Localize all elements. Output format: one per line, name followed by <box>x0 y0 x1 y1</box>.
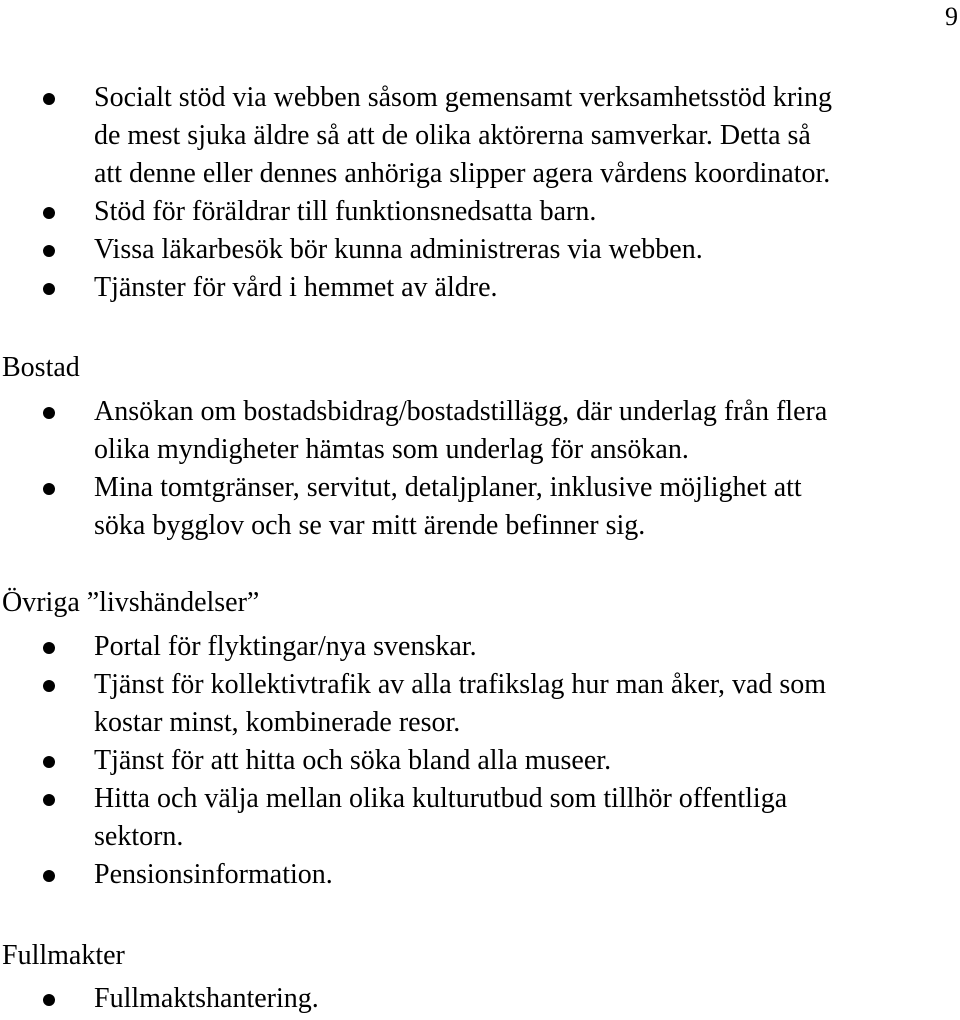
bullet-icon <box>43 407 55 419</box>
list-item: Stöd för föräldrar till funktionsnedsatta barn. <box>0 193 832 231</box>
bullet-icon <box>43 756 55 768</box>
bullet-icon <box>43 794 55 806</box>
list-item: Socialt stöd via webben såsom gemensamt verksamhetsstöd kring de mest sjuka äldre så att de olika aktörerna samverkar. Detta så att denne eller dennes anhöriga slipper agera vårdens koordinator. <box>0 79 832 193</box>
list-item: Ansökan om bostadsbidrag/bostadstillägg, där underlag från flera olika myndigheter hämtas som underlag för ansökan. <box>0 393 827 469</box>
list-fullmakter <box>0 980 319 1018</box>
list-item: Mina tomtgränser, servitut, detaljplaner, inklusive möjlighet att söka bygglov och se var mitt ärende befinner sig. <box>0 469 827 545</box>
bullet-icon <box>43 642 55 654</box>
page-number: 9 <box>945 2 958 31</box>
list-bostad <box>0 393 827 545</box>
bullet-icon <box>43 680 55 692</box>
section-heading-bostad: Bostad <box>2 352 80 383</box>
bullet-icon <box>43 994 55 1006</box>
list-intro <box>0 79 832 307</box>
list-item: Tjänst för att hitta och söka bland alla museer. <box>0 742 826 780</box>
bullet-icon <box>43 93 55 105</box>
list-ovriga <box>0 628 826 894</box>
list-item: Tjänst för kollektivtrafik av alla trafikslag hur man åker, vad som kostar minst, kombinerade resor. <box>0 666 826 742</box>
section-heading-fullmakter: Fullmakter <box>2 940 125 971</box>
list-item: Hitta och välja mellan olika kulturutbud som tillhör offentliga sektorn. <box>0 780 826 856</box>
list-item: Tjänster för vård i hemmet av äldre. <box>0 269 832 307</box>
section-heading-ovriga-livshandelser: Övriga ”livshändelser” <box>2 587 260 618</box>
bullet-icon <box>43 245 55 257</box>
list-item: Vissa läkarbesök bör kunna administreras via webben. <box>0 231 832 269</box>
list-item: Portal för flyktingar/nya svenskar. <box>0 628 826 666</box>
bullet-icon <box>43 283 55 295</box>
list-item: Fullmaktshantering. <box>0 980 319 1018</box>
list-item: Pensionsinformation. <box>0 856 826 894</box>
bullet-icon <box>43 870 55 882</box>
bullet-icon <box>43 483 55 495</box>
bullet-icon <box>43 207 55 219</box>
